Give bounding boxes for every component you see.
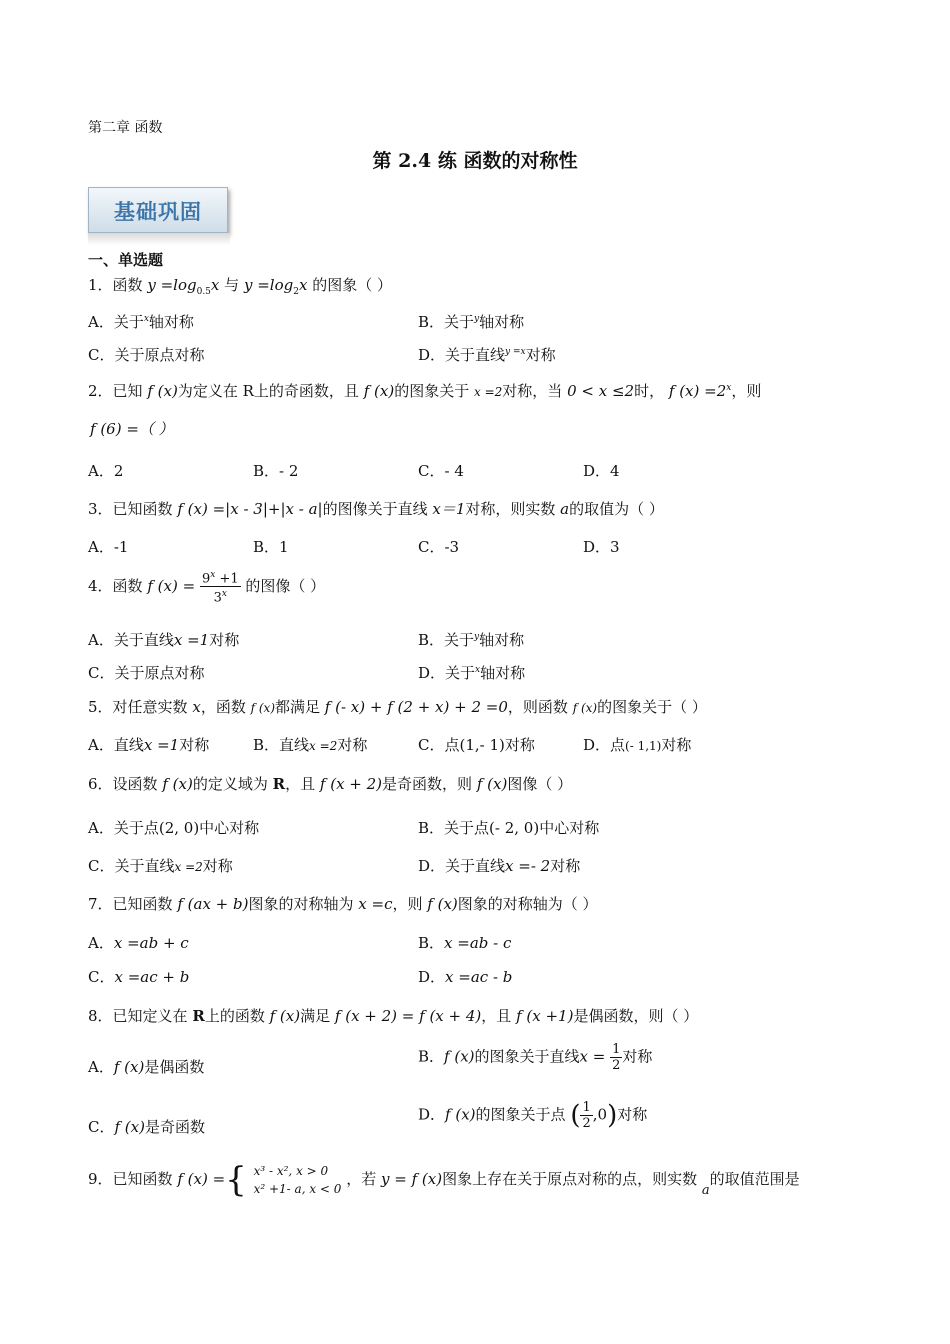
section-banner xyxy=(88,187,228,233)
q8-option-d[interactable]: D．f (x)的图象关于点 ( $\frac{1}{2}$ ,0)对称 xyxy=(418,1100,648,1131)
q5-option-d[interactable]: D．点(- 1,1)对称 xyxy=(583,736,692,754)
q7-option-b[interactable]: B．x =ab - c xyxy=(418,934,512,952)
q8-option-a[interactable]: A．f (x)是偶函数 xyxy=(88,1058,205,1076)
banner-shadow xyxy=(88,233,230,245)
question-9: 9．已知函数 f (x) ={ x³ - x², x > 0 x² +1- a, x < 0 ，若 y = f (x)图象上存在关于原点对称的点，则实数 a的取值范围是 xyxy=(88,1160,800,1200)
q5-option-c[interactable]: C．点(1,- 1)对称 xyxy=(418,736,535,754)
q6-option-a[interactable]: A．关于点(2, 0)中心对称 xyxy=(88,819,260,837)
fraction-half: $\frac{1}{2}$ xyxy=(612,1042,621,1073)
chapter-label: 第二章 函数 xyxy=(88,120,163,136)
q6-option-b[interactable]: B．关于点(- 2, 0)中心对称 xyxy=(418,819,600,837)
fraction: $\frac{9^x +1}{3^x}$ xyxy=(201,570,239,606)
q1-option-a[interactable]: A．关于$^x$轴对称 xyxy=(88,313,194,331)
q6-option-c[interactable]: C．关于直线x =2对称 xyxy=(88,857,233,875)
q8-option-c[interactable]: C．f (x)是奇函数 xyxy=(88,1118,205,1136)
q3-option-a[interactable]: A．-1 xyxy=(88,538,129,556)
q5-option-a[interactable]: A．直线x =1对称 xyxy=(88,736,210,754)
q7-option-c[interactable]: C．x =ac + b xyxy=(88,968,190,986)
question-4: 4．函数 f (x) = $\frac{9^x +1}{3^x}$ 的图像（ ） xyxy=(88,570,326,606)
question-2-line2: f (6) =（ ） xyxy=(90,420,174,438)
q3-option-b[interactable]: B．1 xyxy=(253,538,289,556)
q1-option-b[interactable]: B．关于$^y$轴对称 xyxy=(418,313,525,331)
q7-option-a[interactable]: A．x =ab + c xyxy=(88,934,189,952)
q1-option-d[interactable]: D．关于直线$^{y =x}$对称 xyxy=(418,346,556,364)
question-2: 2．已知 f (x)为定义在 R上的奇函数，且 f (x)的图象关于 x =2对称，当 0 < x ≤2时， f $(x) =2^x$，则 xyxy=(88,382,762,400)
banner-text: 基础巩固 xyxy=(114,199,202,224)
q3-option-d[interactable]: D．3 xyxy=(583,538,620,556)
q8-option-b[interactable]: B．f (x)的图象关于直线x = $\frac{1}{2}$ 对称 xyxy=(418,1042,653,1073)
question-6: 6．设函数 f (x)的定义域为 R，且 f (x + 2)是奇函数，则 f (x)图像（ ） xyxy=(88,775,573,793)
q6-option-d[interactable]: D．关于直线x =- 2对称 xyxy=(418,857,581,875)
q2-option-a[interactable]: A．2 xyxy=(88,462,124,480)
piecewise-definition: x³ - x², x > 0 x² +1- a, x < 0 xyxy=(253,1164,342,1196)
section-heading: 一、单选题 xyxy=(88,251,164,269)
q4-option-a[interactable]: A．关于直线x =1对称 xyxy=(88,631,240,649)
question-8: 8．已知定义在 R上的函数 f (x)满足 f (x + 2) = f (x + 4)，且 f (x +1)是偶函数，则（ ） xyxy=(88,1007,699,1025)
page-title: 第 2.4 练 函数的对称性 xyxy=(372,150,578,172)
q3-option-c[interactable]: C．-3 xyxy=(418,538,460,556)
q2-option-b[interactable]: B．- 2 xyxy=(253,462,299,480)
question-7: 7．已知函数 f (ax + b)图象的对称轴为 x =c，则 f (x)图象的对称轴为（ ） xyxy=(88,895,598,913)
fraction-half: $\frac{1}{2}$ xyxy=(582,1100,591,1131)
question-3: 3．已知函数 f (x) =|x - 3|+|x - a|的图像关于直线 x＝1对称，则实数 a的取值为（ ） xyxy=(88,500,664,518)
q5-option-b[interactable]: B．直线x =2对称 xyxy=(253,736,368,754)
question-1: 1．函数 $y =\log_{0.5}x$ 与 $y =\log_2x$ 的图象（ ） xyxy=(88,276,392,297)
q2-option-d[interactable]: D．4 xyxy=(583,462,620,480)
q4-option-c[interactable]: C．关于原点对称 xyxy=(88,664,205,682)
q7-option-d[interactable]: D．x =ac - b xyxy=(418,968,513,986)
q4-option-d[interactable]: D．关于$^x$轴对称 xyxy=(418,664,526,682)
question-5: 5．对任意实数 x，函数 f (x)都满足 f (- x) + f (2 + x) + 2 =0，则函数 f (x)的图象关于（ ） xyxy=(88,698,707,716)
q4-option-b[interactable]: B．关于$^y$轴对称 xyxy=(418,631,525,649)
q1-option-c[interactable]: C．关于原点对称 xyxy=(88,346,205,364)
q2-option-c[interactable]: C．- 4 xyxy=(418,462,464,480)
